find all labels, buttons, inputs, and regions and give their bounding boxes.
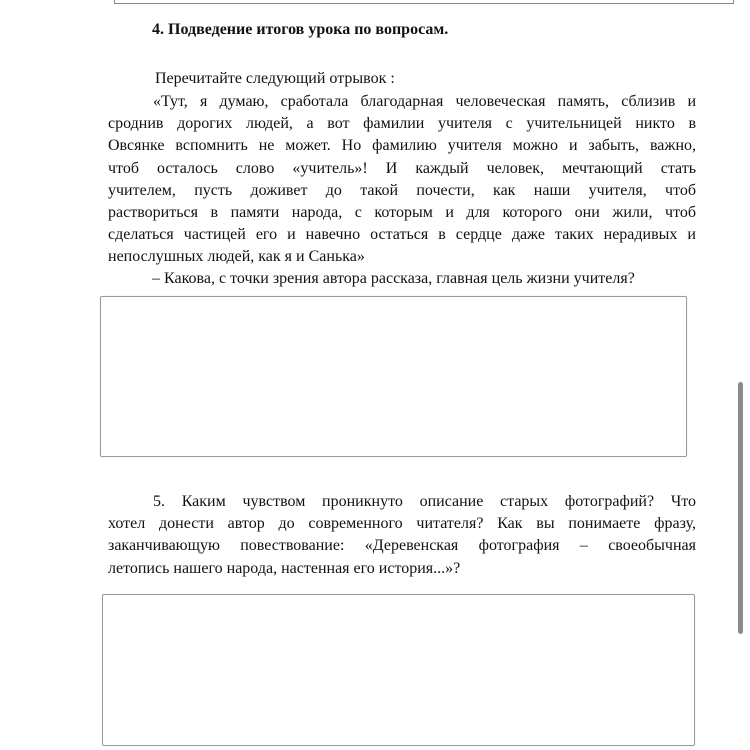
question-5-line: заканчивающую повествование: «Деревенская фотография – своеобычная	[108, 537, 696, 555]
passage-line: непослушных людей, как я и Санька»	[108, 248, 365, 266]
passage-line: Овсянке вспомнить не может. Но фамилию учителя можно и забыть, важно,	[108, 137, 696, 155]
page-border-right	[733, 0, 734, 4]
question-5-line: 5. Каким чувством проникнуто описание старых фотографий? Что	[153, 493, 696, 510]
quoted-passage	[108, 91, 696, 269]
answer-box-question-4[interactable]	[100, 296, 687, 457]
question-5	[108, 491, 696, 580]
passage-line: сделаться частицей его и навечно остаться в сердце даже таких нерадивых и	[108, 226, 696, 244]
passage-line: «Тут, я думаю, сработала благодарная человеческая память, сблизив и	[153, 93, 696, 110]
question-5-line: летопись нашего народа, настенная его история...»?	[108, 559, 461, 577]
answer-box-question-5[interactable]	[102, 594, 695, 746]
vertical-scrollbar[interactable]	[738, 382, 743, 634]
passage-line: чтоб осталось слово «учитель»! И каждый человек, мечтающий стать	[108, 159, 696, 177]
page-border-bottom	[114, 3, 734, 4]
passage-line: учителем, пусть доживет до такой почести, как наши учителя, чтоб	[108, 181, 696, 199]
question-teacher-goal: – Какова, с точки зрения автора рассказа, главная цель жизни учителя?	[152, 270, 635, 287]
question-5-line: хотел донести автор до современного читателя? Как вы понимаете фразу,	[108, 515, 696, 533]
passage-line: раствориться в памяти народа, с которым и для которого они жили, чтоб	[108, 204, 696, 222]
passage-line: сроднив дорогих людей, а вот фамилии учителя с учительницей никто в	[108, 115, 696, 133]
intro-text: Перечитайте следующий отрывок :	[155, 70, 395, 87]
section-heading: 4. Подведение итогов урока по вопросам.	[152, 21, 449, 38]
